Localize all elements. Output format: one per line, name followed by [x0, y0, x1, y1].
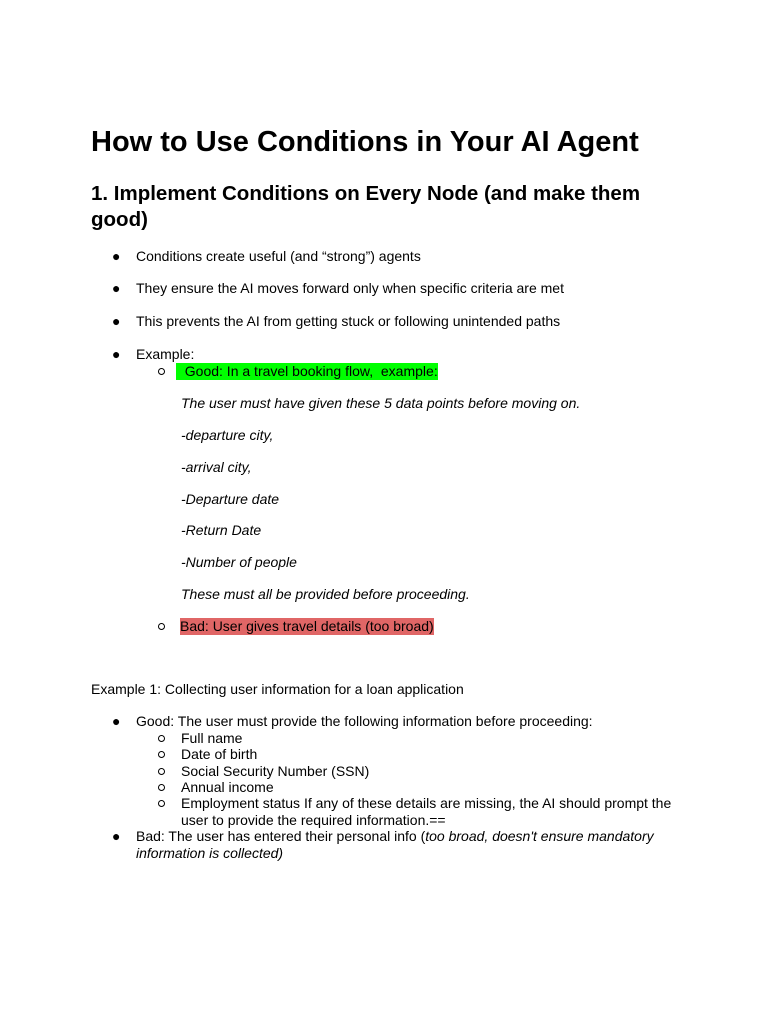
data-point: -arrival city,	[181, 459, 252, 475]
data-point: -departure city,	[181, 427, 274, 443]
bullet-item: They ensure the AI moves forward only when specific criteria are met	[136, 280, 564, 296]
sub-bullet-circle-icon	[158, 768, 165, 775]
example1-bad	[136, 828, 666, 862]
list-item: Social Security Number (SSN)	[181, 763, 370, 779]
example1-heading: Example 1: Collecting user information for a loan application	[91, 681, 464, 697]
example-closing: These must all be provided before proceeding.	[181, 586, 470, 602]
good-example-label: Good: In a travel booking flow, example:	[177, 363, 438, 379]
data-point: -Return Date	[181, 522, 262, 538]
bullet-dot-icon: ●	[112, 346, 121, 362]
list-item: Full name	[181, 730, 243, 746]
bad-italic-note: too broad, doesn't ensure mandatory information is collected)	[136, 828, 654, 861]
sub-bullet-circle-icon	[158, 784, 165, 791]
bullet-dot-icon: ●	[112, 280, 121, 296]
data-point: -Departure date	[181, 491, 280, 507]
example1-good: Good: The user must provide the following information before proceeding:	[136, 713, 593, 729]
bad-example-label: Bad: User gives travel details (too broad)	[180, 618, 434, 634]
bullet-item: Example:	[136, 346, 195, 362]
list-item: Date of birth	[181, 746, 258, 762]
bullet-dot-icon: ●	[112, 248, 121, 264]
page-title: How to Use Conditions in Your AI Agent	[91, 126, 639, 158]
bullet-item: Conditions create useful (and “strong”) agents	[136, 248, 421, 264]
sub-bullet-circle-icon	[158, 751, 165, 758]
bullet-dot-icon: ●	[112, 828, 121, 844]
list-item: Annual income	[181, 779, 274, 795]
bad-prefix: Bad: The user has entered their personal info (	[136, 828, 426, 844]
bullet-item: This prevents the AI from getting stuck or following unintended paths	[136, 313, 561, 329]
example-intro: The user must have given these 5 data points before moving on.	[181, 395, 581, 411]
data-point: -Number of people	[181, 554, 297, 570]
sub-bullet-circle-icon	[158, 623, 165, 630]
section-heading-1: 1. Implement Conditions on Every Node (and make them good)	[91, 182, 641, 231]
sub-bullet-circle-icon	[158, 368, 165, 375]
list-item: Employment status If any of these details are missing, the AI should prompt the user to provide the required information.==	[181, 795, 672, 828]
sub-bullet-circle-icon	[158, 800, 165, 807]
sub-bullet-circle-icon	[158, 735, 165, 742]
bullet-dot-icon: ●	[112, 313, 121, 329]
bullet-dot-icon: ●	[112, 713, 121, 729]
